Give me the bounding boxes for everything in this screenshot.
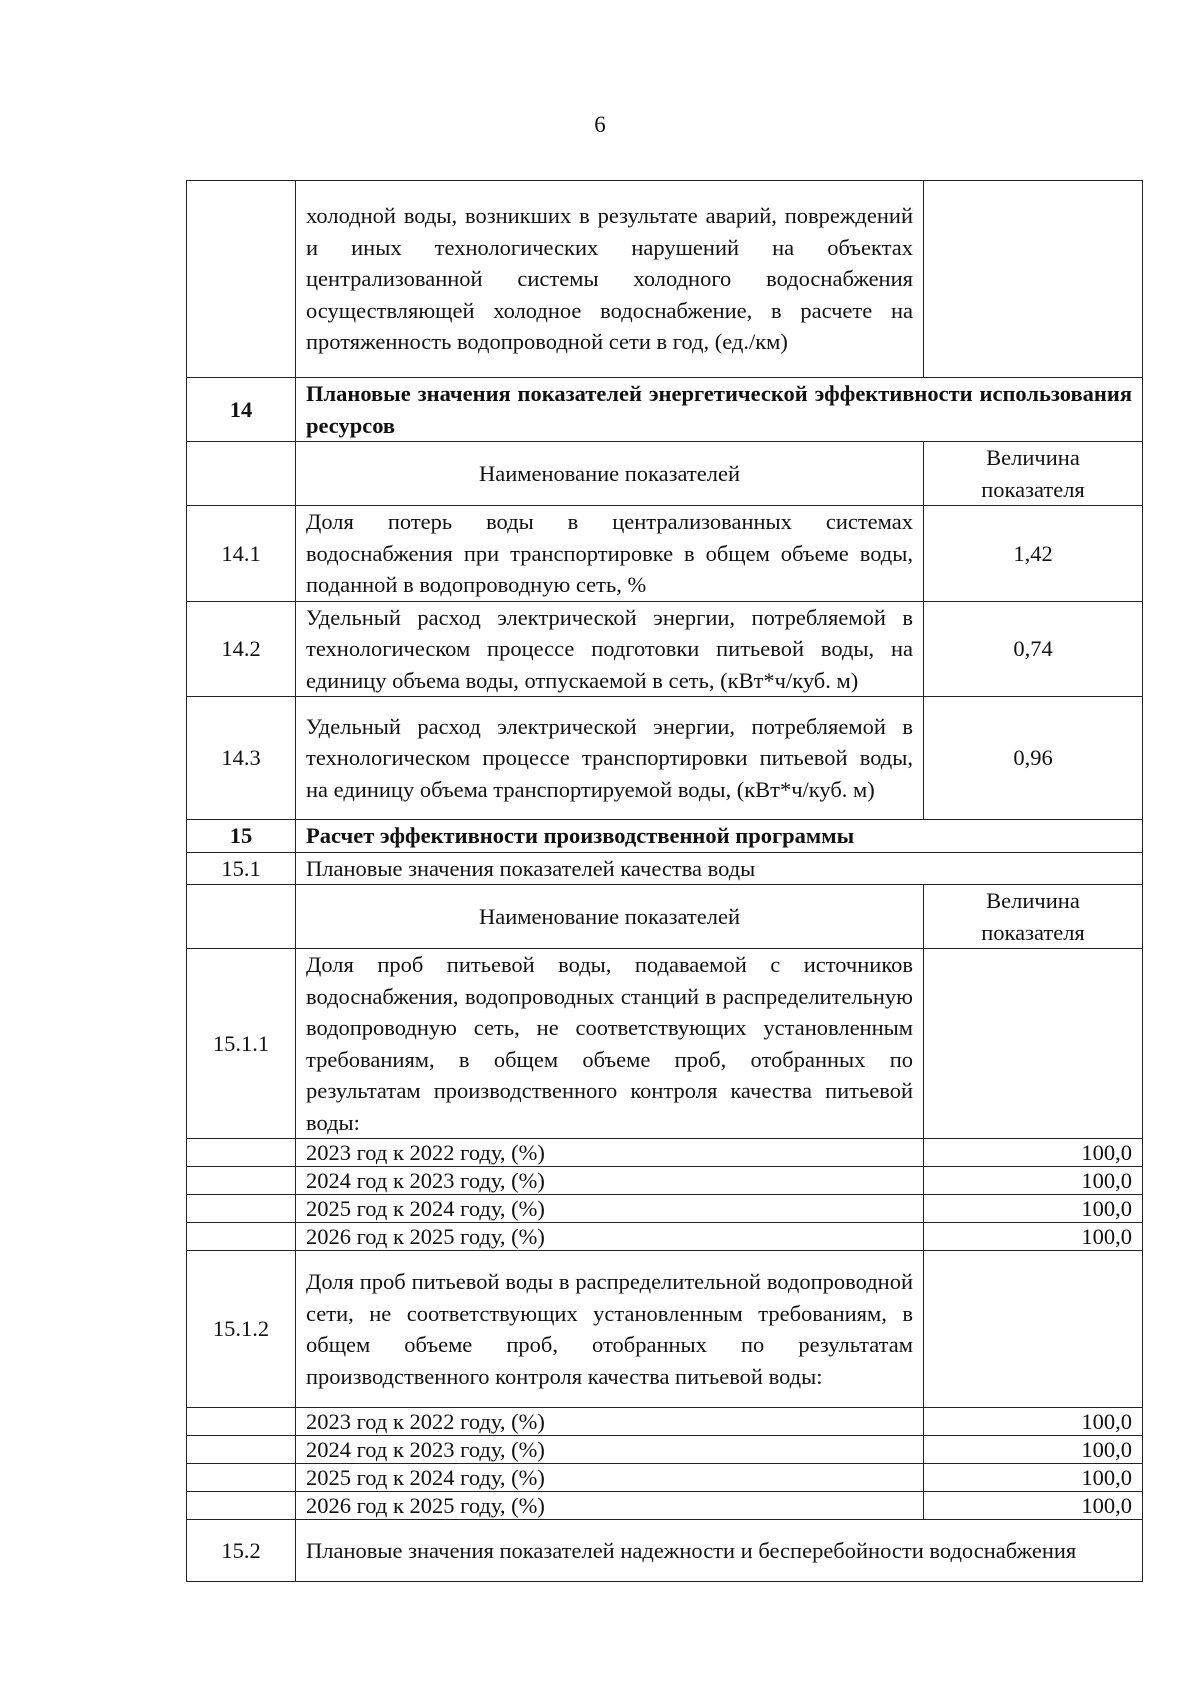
row-value: 0,96 — [924, 697, 1143, 820]
year-value: 100,0 — [924, 1436, 1143, 1464]
year-row — [187, 1464, 1143, 1492]
year-label: 2025 год к 2024 году, (%) — [296, 1464, 924, 1492]
table-row — [187, 601, 1143, 697]
year-row — [187, 1223, 1143, 1251]
row-value: 1,42 — [924, 506, 1143, 602]
row-number — [187, 1223, 296, 1251]
row-number — [187, 1139, 296, 1167]
table-row — [187, 852, 1143, 885]
row-number — [187, 1195, 296, 1223]
section-title: Расчет эффективности производственной программы — [296, 820, 1143, 853]
row-number — [187, 1436, 296, 1464]
year-label: 2026 год к 2025 году, (%) — [296, 1223, 924, 1251]
year-value: 100,0 — [924, 1195, 1143, 1223]
row-number — [187, 1464, 296, 1492]
table-row — [187, 949, 1143, 1139]
table-row — [187, 697, 1143, 820]
row-text: Плановые значения показателей качества воды — [296, 852, 1143, 885]
year-row — [187, 1167, 1143, 1195]
row-number: 15.1 — [187, 852, 296, 885]
row-number: 14.2 — [187, 601, 296, 697]
column-header-value: Величина показателя — [924, 885, 1143, 949]
row-value — [924, 949, 1143, 1139]
row-number — [187, 442, 296, 506]
row-value — [924, 1251, 1143, 1408]
year-label: 2026 год к 2025 году, (%) — [296, 1492, 924, 1520]
section-number: 14 — [187, 378, 296, 442]
year-value: 100,0 — [924, 1492, 1143, 1520]
year-row — [187, 1408, 1143, 1436]
section-15-row — [187, 820, 1143, 853]
row-number — [187, 1167, 296, 1195]
table-row — [187, 1251, 1143, 1408]
year-value: 100,0 — [924, 1139, 1143, 1167]
row-text: Доля потерь воды в централизованных системах водоснабжения при транспортировке в общем объеме воды, поданной в водопроводную сеть, % — [296, 506, 924, 602]
row-value: 0,74 — [924, 601, 1143, 697]
indicators-table — [186, 180, 1143, 1582]
row-number: 15.1.2 — [187, 1251, 296, 1408]
table-row — [187, 1520, 1143, 1582]
row-number — [187, 885, 296, 949]
row-text: Удельный расход электрической энергии, потребляемой в технологическом процессе транспортировки питьевой воды, на единицу объема транспортируемой воды, (кВт*ч/куб. м) — [296, 697, 924, 820]
row-text: Удельный расход электрической энергии, потребляемой в технологическом процессе подготовки питьевой воды, на единицу объема воды, отпускаемой в сеть, (кВт*ч/куб. м) — [296, 601, 924, 697]
column-header-value: Величина показателя — [924, 442, 1143, 506]
row-number — [187, 1492, 296, 1520]
section-14-row — [187, 378, 1143, 442]
year-value: 100,0 — [924, 1408, 1143, 1436]
year-label: 2024 год к 2023 году, (%) — [296, 1436, 924, 1464]
row-number — [187, 181, 296, 378]
table-row — [187, 506, 1143, 602]
continuation-text: холодной воды, возникших в результате аварий, повреждений и иных технологических нарушений на объектах централизованной системы холодного водоснабжения осуществляющей холодное водоснабжение, в расчете на протяженность водопроводной сети в год, (ед./км) — [296, 181, 924, 378]
year-label: 2024 год к 2023 году, (%) — [296, 1167, 924, 1195]
column-header-name: Наименование показателей — [296, 885, 924, 949]
section-title: Плановые значения показателей энергетической эффективности использования ресурсов — [296, 378, 1143, 442]
year-row — [187, 1195, 1143, 1223]
row-number: 15.1.1 — [187, 949, 296, 1139]
year-label: 2023 год к 2022 году, (%) — [296, 1408, 924, 1436]
row-text: Доля проб питьевой воды, подаваемой с источников водоснабжения, водопроводных станций в распределительную водопроводную сеть, не соответствующих установленным требованиям, в общем объеме проб, отобранных по результатам производственного контроля качества питьевой воды: — [296, 949, 924, 1139]
year-value: 100,0 — [924, 1223, 1143, 1251]
row-text: Доля проб питьевой воды в распределительной водопроводной сети, не соответствующих установленным требованиям, в общем объеме проб, отобранных по результатам производственного контроля качества питьевой воды: — [296, 1251, 924, 1408]
year-value: 100,0 — [924, 1464, 1143, 1492]
header-row — [187, 442, 1143, 506]
page-number: 6 — [594, 112, 606, 137]
section-number: 15 — [187, 820, 296, 853]
column-header-name: Наименование показателей — [296, 442, 924, 506]
row-number: 14.1 — [187, 506, 296, 602]
row-number: 15.2 — [187, 1520, 296, 1582]
year-row — [187, 1492, 1143, 1520]
year-value: 100,0 — [924, 1167, 1143, 1195]
row-number — [187, 1408, 296, 1436]
year-row — [187, 1139, 1143, 1167]
header-row — [187, 885, 1143, 949]
row-text: Плановые значения показателей надежности и бесперебойности водоснабжения — [296, 1520, 1143, 1582]
table-row — [187, 181, 1143, 378]
row-value — [924, 181, 1143, 378]
row-number: 14.3 — [187, 697, 296, 820]
year-label: 2025 год к 2024 году, (%) — [296, 1195, 924, 1223]
year-label: 2023 год к 2022 году, (%) — [296, 1139, 924, 1167]
year-row — [187, 1436, 1143, 1464]
